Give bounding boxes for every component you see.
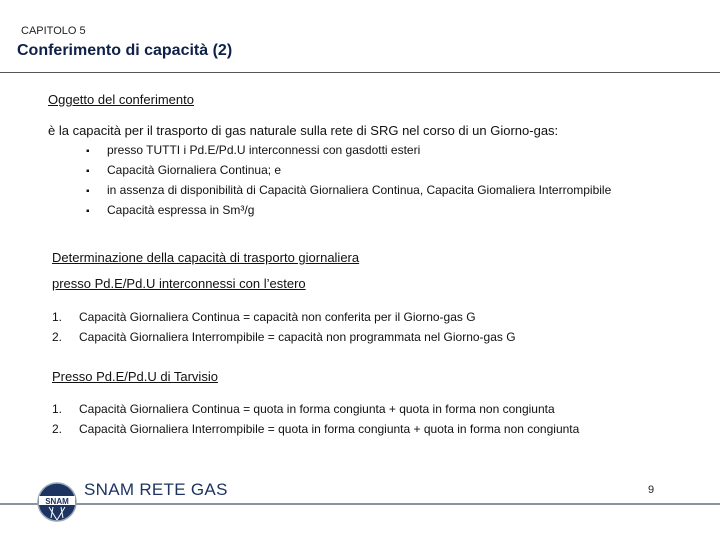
section-heading-tarvisio: Presso Pd.E/Pd.U di Tarvisio bbox=[52, 369, 218, 384]
section-heading-oggetto: Oggetto del conferimento bbox=[48, 92, 194, 107]
item-text: Capacità Giornaliera Continua = capacità non conferita per il Giorno-gas G bbox=[79, 310, 476, 324]
footer-divider bbox=[0, 503, 720, 505]
list-item: ▪ presso TUTTI i Pd.E/Pd.U interconnessi con gasdotti esteri bbox=[86, 143, 421, 157]
brand-name: SNAM RETE GAS bbox=[84, 480, 228, 499]
section-intro: è la capacità per il trasporto di gas naturale sulla rete di SRG nel corso di un Giorno-gas: bbox=[48, 123, 559, 138]
list-item-text: in assenza di disponibilità di Capacità Giornaliera Continua, Capacita Giomaliera Interrompibile bbox=[107, 183, 612, 197]
svg-text:SNAM: SNAM bbox=[45, 497, 69, 506]
item-text: Capacità Giornaliera Interrompibile = capacità non programmata nel Giorno-gas G bbox=[79, 330, 516, 344]
page-title: Conferimento di capacità (2) bbox=[17, 42, 233, 59]
item-text: Capacità Giornaliera Continua = quota in forma congiunta + quota in forma non congiunta bbox=[79, 402, 555, 416]
list-item: ▪ Capacità Giornaliera Continua; e bbox=[86, 163, 282, 177]
section-heading-determinazione: Determinazione della capacità di trasporto giornaliera bbox=[52, 250, 360, 265]
snam-logo-icon bbox=[37, 482, 77, 522]
list-item-text: Capacità Giornaliera Continua; e bbox=[107, 163, 282, 177]
page-number: 9 bbox=[648, 484, 655, 496]
item-number: 1. bbox=[52, 310, 63, 324]
numbered-item bbox=[52, 330, 516, 344]
numbered-item bbox=[52, 310, 476, 324]
chapter-label: CAPITOLO 5 bbox=[21, 25, 86, 37]
item-number: 2. bbox=[52, 330, 63, 344]
list-item-text: presso TUTTI i Pd.E/Pd.U interconnessi con gasdotti esteri bbox=[107, 143, 421, 157]
list-item: ▪ in assenza di disponibilità di Capacità Giornaliera Continua, Capacita Giomaliera Interrompibile bbox=[86, 183, 612, 197]
list-item: ▪ Capacità espressa in Sm³/g bbox=[86, 203, 255, 217]
item-number: 2. bbox=[52, 422, 63, 436]
numbered-item bbox=[52, 402, 555, 416]
section-heading-determinazione-2: presso Pd.E/Pd.U interconnessi con l’estero bbox=[52, 276, 306, 291]
list-item-text: Capacità espressa in Sm³/g bbox=[107, 203, 255, 217]
item-text: Capacità Giornaliera Interrompibile = quota in forma congiunta + quota in forma non congiunta bbox=[79, 422, 580, 436]
header-divider bbox=[0, 72, 720, 73]
item-number: 1. bbox=[52, 402, 63, 416]
numbered-item bbox=[52, 422, 580, 436]
